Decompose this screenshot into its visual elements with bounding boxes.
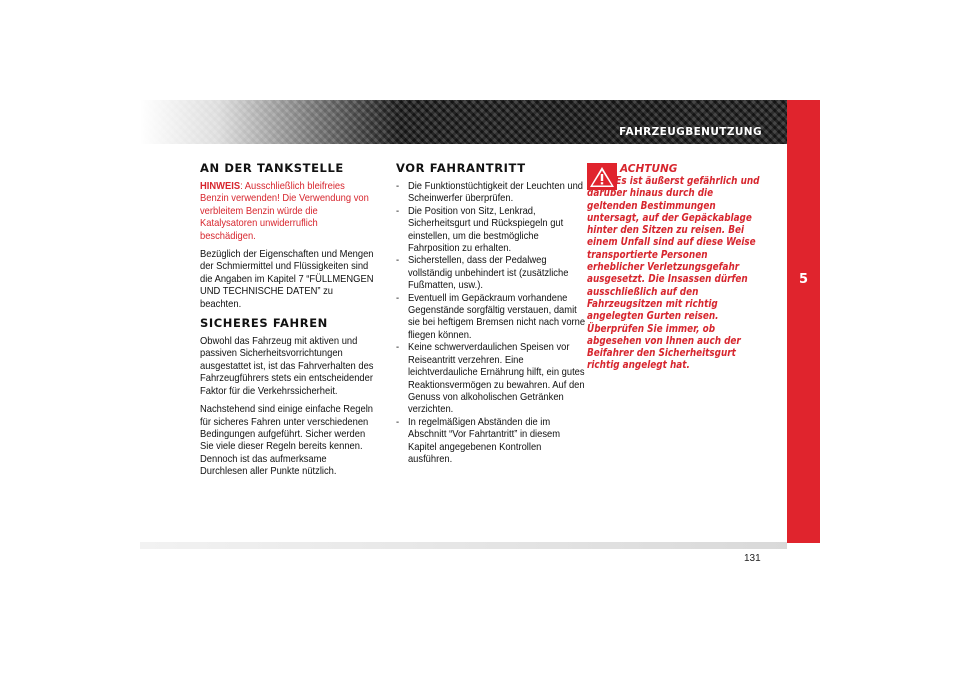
- checklist: [396, 181, 586, 466]
- note-text: : Ausschließlich bleifreies Benzin verwenden! Die Verwendung von verbleitem Benzin würde die Katalysatoren unwiderruflich beschädigen.: [200, 181, 369, 242]
- section-heading-vor-fahrantritt: VOR FAHRANTRITT: [396, 161, 526, 175]
- list-item-text: Eventuell im Gepäckraum vorhandene Gegenstände sorgfältig verstauen, damit sie bei heftigem Bremsen nicht nach vorne fliegen können.: [407, 292, 586, 341]
- header-band-fade: [140, 100, 400, 144]
- chapter-tab: [787, 100, 820, 543]
- middle-column: [396, 161, 586, 466]
- list-item: [396, 181, 587, 206]
- warning-text: Es ist äußerst gefährlich und darüber hinaus durch die geltenden Bestimmungen untersagt, auf der Gepäckablage hinter den Sitzen zu reisen. Bei einem Unfall sind auf diese Weise transportierte Personen erheblicher Verletzungsgefahr ausgesetzt. Die Insassen dürfen ausschließlich auf den Fahrzeugsitzen mit richtig angelegten Gurten reisen. Überprüfen Sie immer, ob abgesehen von Ihnen auch der Beifahrer den Sicherheitsgurt richtig angelegt hat.: [587, 175, 760, 372]
- header-band: [140, 100, 790, 144]
- list-item-text: Die Position von Sitz, Lenkrad, Sicherheitsgurt und Rückspiegeln gut einstellen, um die bestmögliche Fahrposition zu erhalten.: [407, 205, 564, 255]
- list-item: [396, 417, 587, 467]
- list-bullet: -: [396, 205, 400, 217]
- list-item: [396, 206, 587, 256]
- chapter-number: 5: [798, 272, 809, 287]
- left-column: [200, 162, 376, 485]
- paragraph-sicherheit: Obwohl das Fahrzeug mit aktiven und passiven Sicherheitsvorrichtungen ausgestattet ist, ist das Fahrverhalten des Fahrzeugführers stets ein entscheidender Faktor für die Verkehrssicherheit.: [200, 336, 374, 397]
- list-item: [396, 293, 587, 343]
- list-bullet: -: [396, 255, 400, 267]
- chapter-title: FAHRZEUGBENUTZUNG: [619, 126, 762, 138]
- list-item-text: Keine schwerverdaulichen Speisen vor Reiseantritt verzehren. Eine leichtverdauliche Ernährung hilft, ein gutes Reaktionsvermögen zu bewahren. Auf den Genuss von alkoholischen Getränken verzichten.: [407, 342, 585, 416]
- paragraph-fuellmengen: Bezüglich der Eigenschaften und Mengen der Schmiermittel und Flüssigkeiten sind die Angaben im Kapitel 7 “FÜLLMENGEN UND TECHNISCHE DATEN” zu beachten.: [200, 249, 374, 310]
- list-bullet: -: [396, 416, 400, 428]
- warning-title: ACHTUNG: [620, 163, 678, 175]
- section-heading-sicheres-fahren: SICHERES FAHREN: [200, 316, 328, 331]
- note-paragraph: [200, 181, 375, 243]
- note-label: HINWEIS: [200, 181, 241, 192]
- footer-rule: [140, 542, 787, 549]
- list-item-text: Die Funktionstüchtigkeit der Leuchten und Scheinwerfer überprüfen.: [407, 181, 584, 205]
- list-item-text: In regelmäßigen Abständen die im Abschnitt “Vor Fahrtantritt” in diesem Kapitel angegebenen Kontrollen ausführen.: [407, 416, 561, 465]
- list-item: [396, 255, 587, 292]
- paragraph-regeln: Nachstehend sind einige einfache Regeln für sicheres Fahren unter verschiedenen Bedingungen aufgeführt. Sicher werden Sie viele dieser Regeln bereits kennen. Dennoch ist das aufmerksame Durchlesen aller Punkte nützlich.: [200, 404, 374, 478]
- list-item: [396, 342, 587, 416]
- list-bullet: -: [396, 292, 400, 304]
- section-heading-tankstelle: AN DER TANKSTELLE: [200, 161, 344, 175]
- list-bullet: -: [396, 181, 400, 192]
- list-item-text: Sicherstellen, dass der Pedalweg vollständig unbehindert ist (zusätzliche Fußmatten, usw.).: [407, 255, 569, 292]
- page-number: 131: [744, 553, 761, 564]
- list-bullet: -: [396, 342, 400, 354]
- warning-box: [587, 163, 767, 372]
